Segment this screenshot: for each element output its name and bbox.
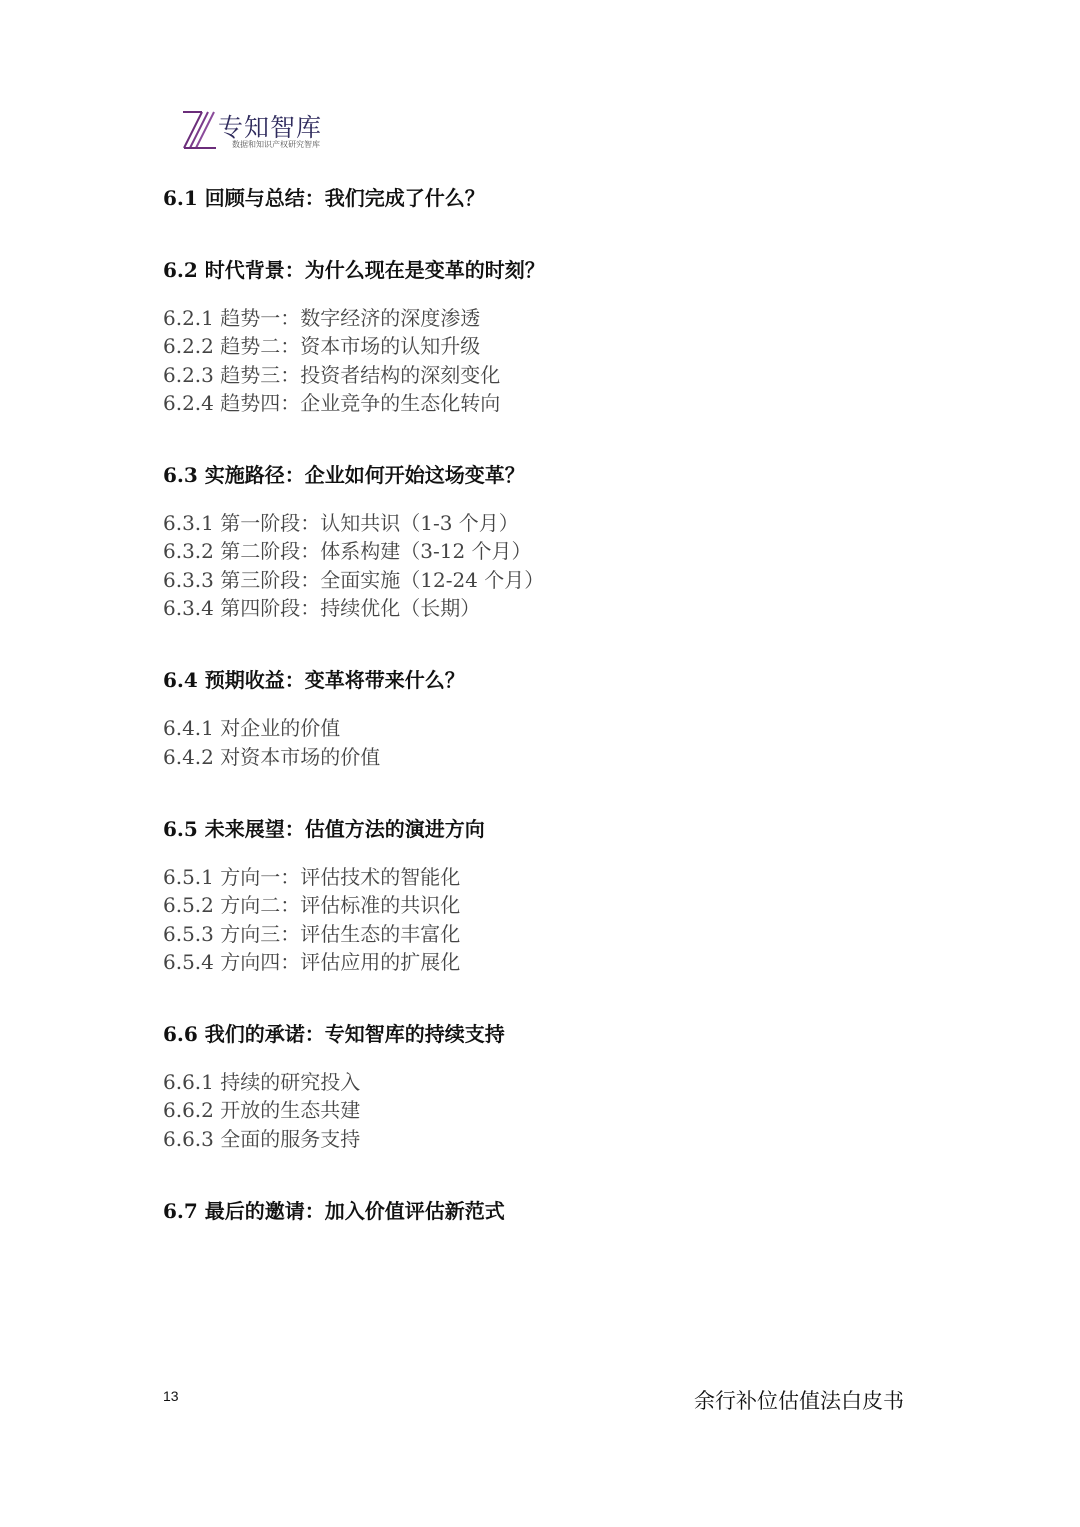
toc-section-6-3 <box>163 461 943 622</box>
subsection-item[interactable]: 6.5.3 方向三：评估生态的丰富化 <box>163 921 461 946</box>
subsection-item[interactable]: 6.4.2 对资本市场的价值 <box>163 744 381 769</box>
subsection-item[interactable]: 6.3.4 第四阶段：持续优化（长期） <box>163 596 481 621</box>
section-title[interactable]: 6.7 最后的邀请：加入价值评估新范式 <box>163 1199 505 1224</box>
brand-logo <box>180 108 380 156</box>
document-title: 余行补位估值法白皮书 <box>694 1389 904 1413</box>
section-title[interactable]: 6.6 我们的承诺：专知智库的持续支持 <box>163 1022 505 1047</box>
toc-section-6-5 <box>163 815 943 976</box>
subsection-item[interactable]: 6.3.3 第三阶段：全面实施（12-24 个月） <box>163 567 545 592</box>
table-of-contents <box>163 184 943 1269</box>
page-number: 13 <box>163 1388 179 1404</box>
subsection-item[interactable]: 6.5.1 方向一：评估技术的智能化 <box>163 864 461 889</box>
subsection-item[interactable]: 6.6.3 全面的服务支持 <box>163 1126 361 1151</box>
subsection-item[interactable]: 6.2.1 趋势一：数字经济的深度渗透 <box>163 306 481 330</box>
subsection-list <box>163 714 943 771</box>
zl-logo-icon <box>180 110 218 150</box>
logo-title: 专知智库 <box>218 113 323 142</box>
toc-section-6-6 <box>163 1020 943 1153</box>
subsection-item[interactable]: 6.6.1 持续的研究投入 <box>163 1070 361 1095</box>
subsection-item[interactable]: 6.3.1 第一阶段：认知共识（1-3 个月） <box>163 511 519 536</box>
subsection-list <box>163 509 943 622</box>
section-title[interactable]: 6.1 回顾与总结：我们完成了什么？ <box>163 186 485 210</box>
toc-section-6-1 <box>163 184 943 212</box>
toc-section-6-7 <box>163 1197 943 1225</box>
toc-section-6-2 <box>163 256 943 417</box>
subsection-item[interactable]: 6.5.4 方向四：评估应用的扩展化 <box>163 949 461 974</box>
subsection-item[interactable]: 6.2.3 趋势三：投资者结构的深刻变化 <box>163 362 501 387</box>
section-title[interactable]: 6.2 时代背景：为什么现在是变革的时刻？ <box>163 258 545 282</box>
subsection-list <box>163 1068 943 1153</box>
subsection-list <box>163 863 943 976</box>
logo-subtitle: 数据和知识产权研究智库 <box>232 140 320 149</box>
subsection-item[interactable]: 6.2.4 趋势四：企业竞争的生态化转向 <box>163 390 501 415</box>
subsection-item[interactable]: 6.2.2 趋势二：资本市场的认知升级 <box>163 334 481 359</box>
subsection-item[interactable]: 6.6.2 开放的生态共建 <box>163 1098 361 1123</box>
subsection-item[interactable]: 6.4.1 对企业的价值 <box>163 716 341 741</box>
toc-section-6-4 <box>163 666 943 771</box>
subsection-list <box>163 304 943 417</box>
section-title[interactable]: 6.3 实施路径：企业如何开始这场变革？ <box>163 463 525 488</box>
subsection-item[interactable]: 6.3.2 第二阶段：体系构建（3-12 个月） <box>163 539 532 564</box>
subsection-item[interactable]: 6.5.2 方向二：评估标准的共识化 <box>163 893 461 918</box>
section-title[interactable]: 6.4 预期收益：变革将带来什么？ <box>163 668 465 693</box>
section-title[interactable]: 6.5 未来展望：估值方法的演进方向 <box>163 816 485 841</box>
